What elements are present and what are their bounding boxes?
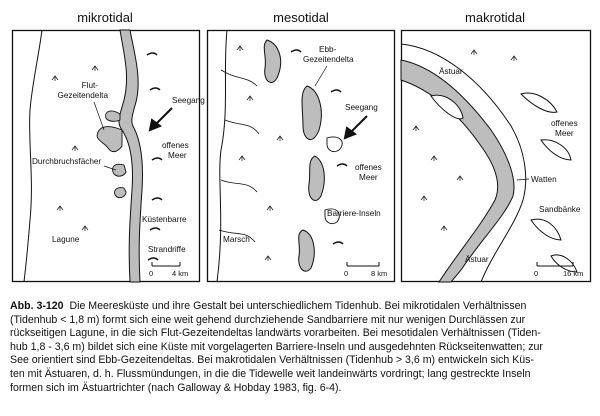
label-marsh: Marsch [223,235,250,244]
label-ebb-delta-1: Ebb- [319,45,337,54]
diagram-microtidal [12,30,205,282]
panel-title-meso: mesotidal [273,10,329,25]
diagram-mesotidal [207,30,395,282]
figure-caption [10,300,594,395]
caption-line-5: See orientiert sind Ebb-Gezeitendeltas. Bei makrotidalen Verhältnissen (Tidenhub > 3,6 m) entwickeln sich Küs- [10,354,534,367]
caption-label: Abb. 3-120 [10,300,64,312]
label-open-sea-macro-2: Meer [555,129,574,138]
caption-line-7: formen sich im Ästuartrichter (nach Galloway & Hobday 1983, fig. 6-4). [10,381,342,394]
diagram-macrotidal [401,30,591,282]
caption-line-6: ten mit Ästuaren, d. h. Flussmündungen, in die die Tidewelle weit landeinwärts vordringt; lang gestreckte Inseln [10,367,531,380]
scale-macro-start: 0 [534,269,539,278]
panel-title-macro: makrotidal [465,10,525,25]
label-flood-delta-1: Flut- [81,81,98,90]
scale-meso-start: 0 [344,269,349,278]
scale-micro-start: 0 [149,269,154,278]
caption-line-4: hub 1,8 - 3,6 m) bildet sich eine Küste mit vorgelagerten Barriere-Inseln und ausgedehnten Rückseitenwatten; zur [10,340,543,353]
label-waves: Seegang [172,96,205,105]
label-barrier-islands: Barriere-Inseln [327,209,381,218]
label-open-sea-macro-1: offenes [551,119,578,128]
ebb-delta [327,137,342,152]
scale-micro-end: 4 km [172,269,189,278]
label-open-sea-meso-2: Meer [359,173,378,182]
label-open-sea-meso-1: offenes [355,163,382,172]
panel-title-micro: mikrotidal [77,10,133,25]
washover-fan [112,164,126,176]
label-tidal-flats: Watten [531,175,557,184]
caption-line-2: (Tidenhub < 1,8 m) formt sich eine weit gehend durchziehende Sandbarriere mit nur wenigen Durchlässen zur [10,313,526,326]
label-ebb-delta-2: Gezeitendelta [303,55,354,64]
label-lagoon: Lagune [52,235,80,244]
scale-macro-end: 16 km [563,269,584,278]
label-rip: Strandriffe [148,245,186,254]
label-waves-meso: Seegang [345,103,378,112]
scale-meso-end: 8 km [371,269,388,278]
label-washover: Durchbruchsfächer [32,157,102,166]
label-barrier: Küstenbarre [142,215,187,224]
label-flood-delta-2: Gezeitendelta [57,91,108,100]
caption-line-3: rückseitigen Lagune, in die sich Flut-Gezeitendeltas landwärts vorarbeiten. Bei mesotidalen Verhältnissen (Tiden- [10,327,541,340]
caption-line-1: Die Meeresküste und ihre Gestalt bei unterschiedlichem Tidenhub. Bei mikrotidalen Verhältnissen [69,300,527,312]
label-open-sea-1: offenes [162,141,189,150]
label-estuary-bottom: Ästuar [465,255,489,264]
label-sandbanks: Sandbänke [539,205,581,214]
label-open-sea-2: Meer [168,151,187,160]
label-estuary-top: Ästuar [439,67,463,76]
